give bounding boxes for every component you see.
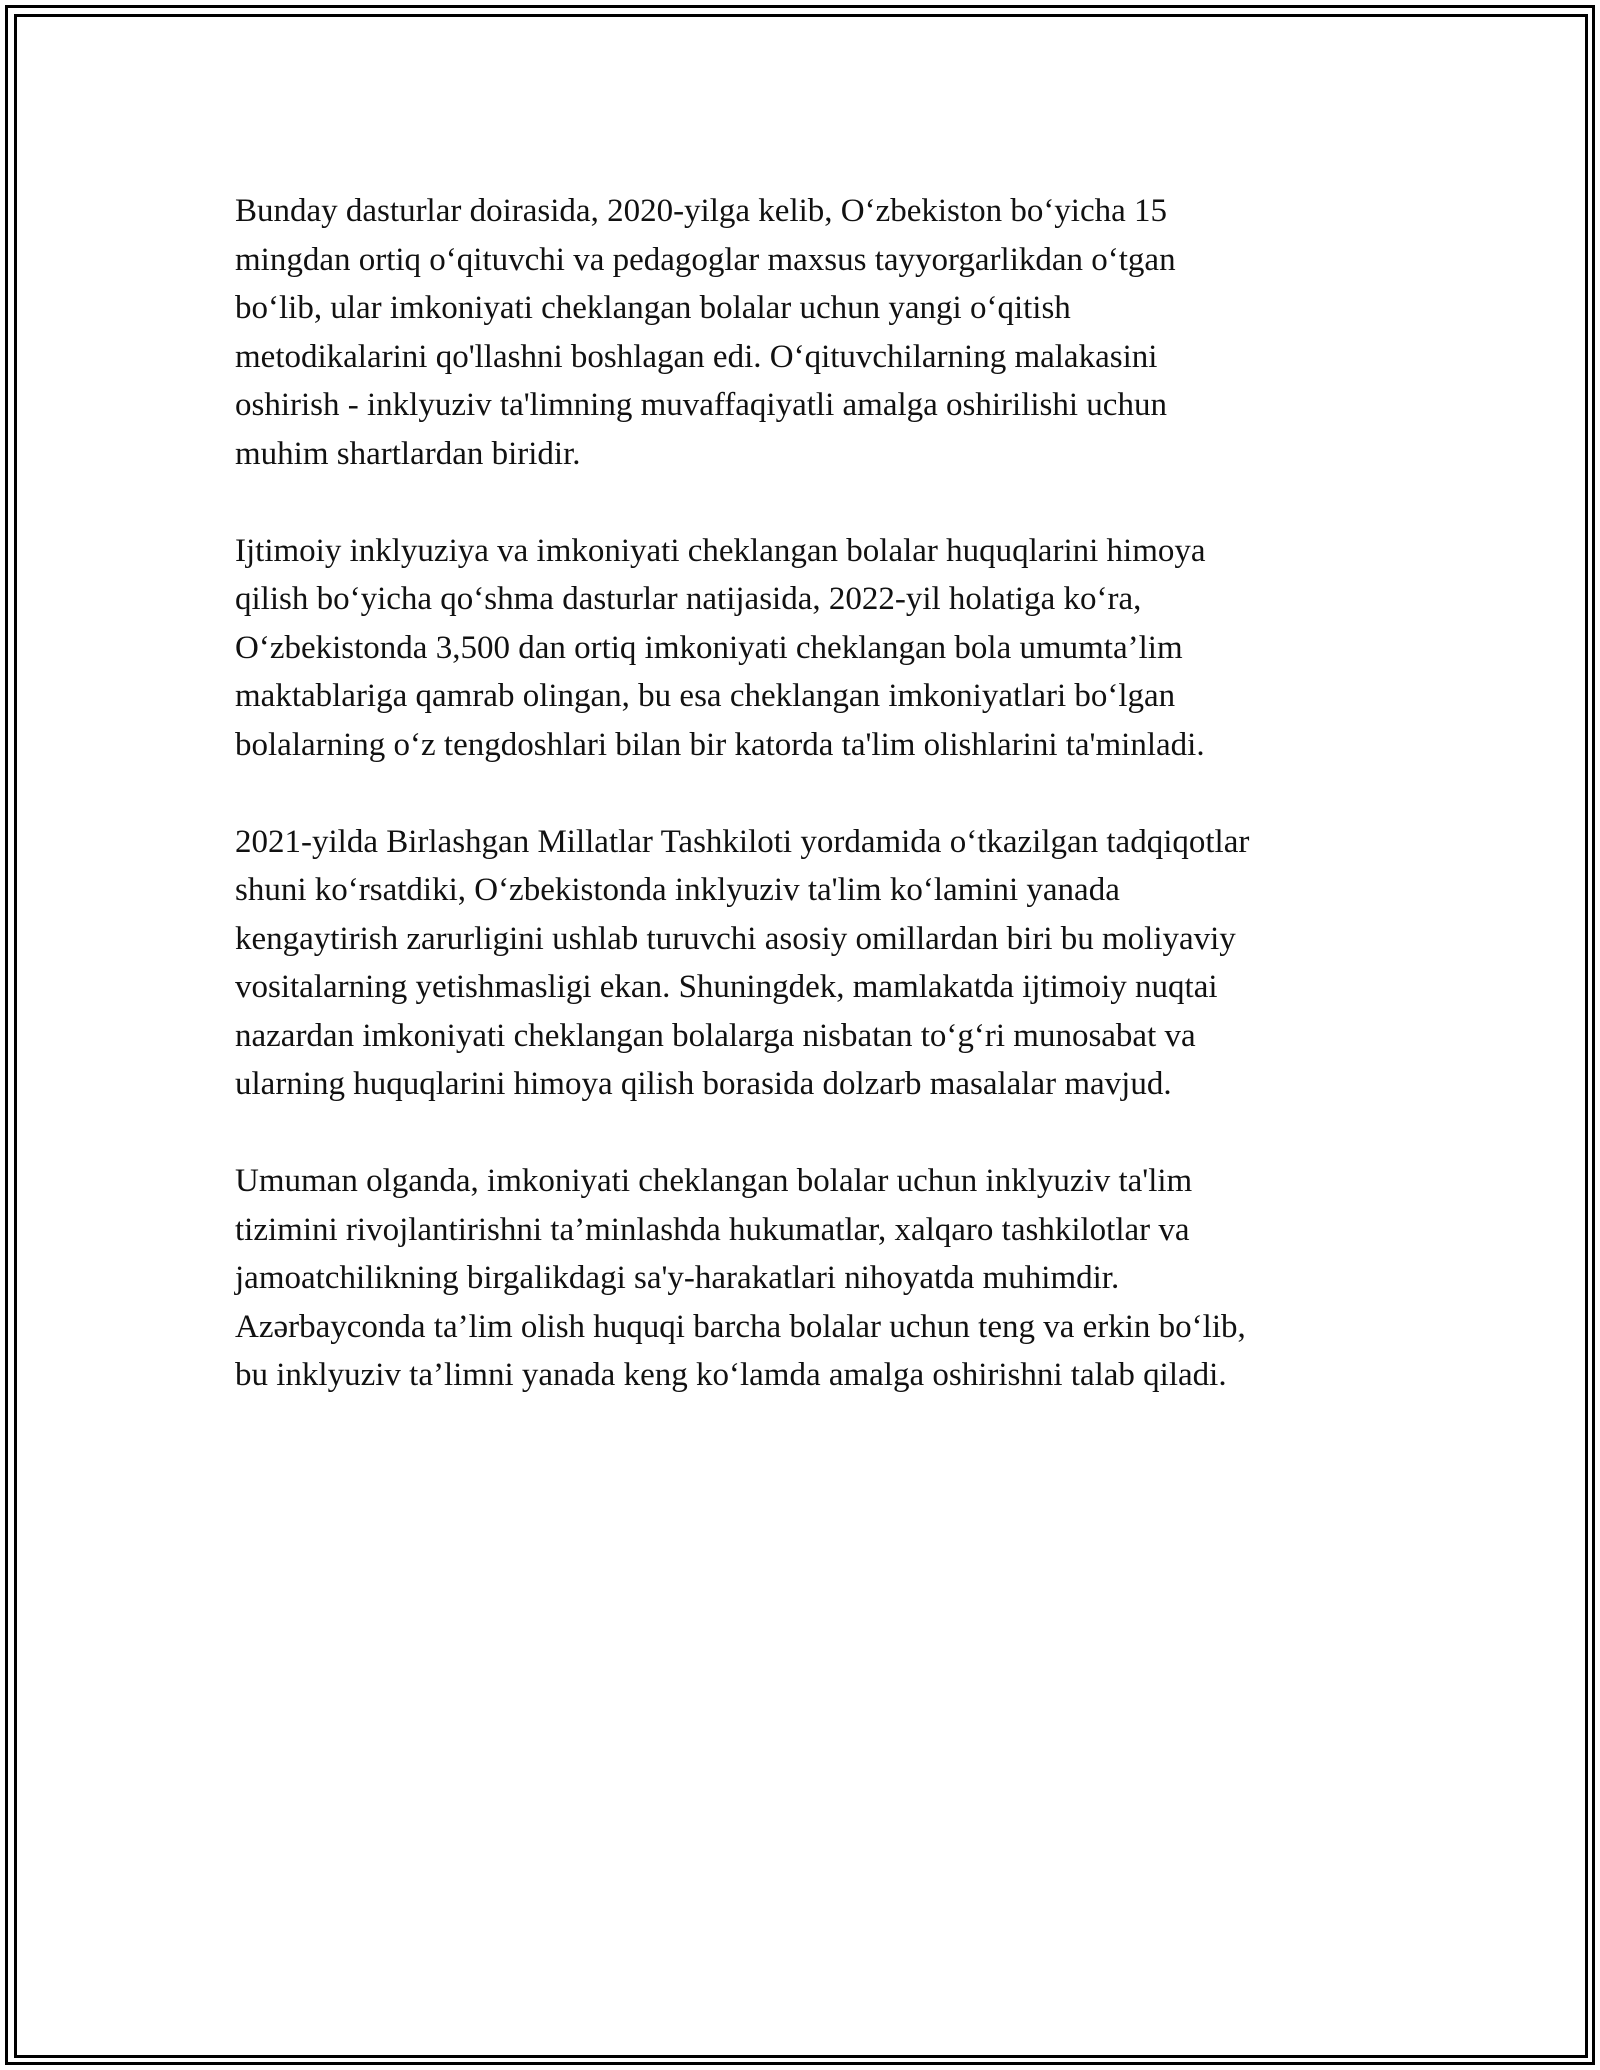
text-line: metodikalarini qo'llashni boshlagan edi. O‘qituvchilarning malakasini (235, 338, 1158, 375)
text-line: jamoatchilikning birgalikdagi sa'y-harakatlari nihoyatda muhimdir. (235, 1260, 1120, 1296)
text-line: mingdan ortiq o‘qituvchi va pedagoglar maxsus tayyorgarlikdan o‘tgan (235, 241, 1176, 278)
text-line: Bunday dasturlar doirasida, 2020-yilga kelib, O‘zbekiston bo‘yicha 15 (235, 193, 1168, 229)
text-line: muhim shartlardan biridir. (235, 435, 581, 472)
text-line: kengaytirish zarurligini ushlab turuvchi asosiy omillardan biri bu moliyaviy (235, 920, 1236, 957)
text-line: bo‘lib, ular imkoniyati cheklangan bolalar uchun yangi o‘qitish (235, 290, 1071, 326)
text-line: vositalarning yetishmasligi ekan. Shuningdek, mamlakatda ijtimoiy nuqtai (235, 969, 1218, 1005)
paragraph-1 (235, 187, 1385, 478)
text-line: tizimini rivojlantirishni ta’minlashda hukumatlar, xalqaro tashkilotlar va (235, 1211, 1190, 1248)
text-line: nazardan imkoniyati cheklangan bolalarga nisbatan to‘g‘ri munosabat va (235, 1017, 1196, 1054)
text-line: Azərbayconda ta’lim olish huquqi barcha bolalar uchun teng va erkin bo‘lib, (235, 1308, 1246, 1345)
text-line: maktablariga qamrab olingan, bu esa cheklangan imkoniyatlari bo‘lgan (235, 678, 1176, 714)
text-line: ularning huquqlarini himoya qilish borasida dolzarb masalalar mavjud. (235, 1066, 1172, 1102)
text-line: shuni ko‘rsatdiki, O‘zbekistonda inklyuziv ta'lim ko‘lamini yanada (235, 872, 1120, 908)
paragraph-3 (235, 818, 1385, 1109)
paragraph-4 (235, 1157, 1385, 1400)
text-line: bu inklyuziv ta’limni yanada keng ko‘lamda amalga oshirishni talab qiladi. (235, 1357, 1227, 1393)
text-line: oshirish - inklyuziv ta'limning muvaffaqiyatli amalga oshirilishi uchun (235, 387, 1167, 423)
text-line: bolalarning o‘z tengdoshlari bilan bir katorda ta'lim olishlarini ta'minladi. (235, 726, 1205, 763)
text-line: qilish bo‘yicha qo‘shma dasturlar natijasida, 2022-yil holatiga ko‘ra, (235, 581, 1142, 617)
text-line: Ijtimoiy inklyuziya va imkoniyati cheklangan bolalar huquqlarini himoya (235, 532, 1206, 569)
text-line: O‘zbekistonda 3,500 dan ortiq imkoniyati cheklangan bola umumta’lim (235, 629, 1183, 666)
document-body (235, 187, 1385, 1448)
paragraph-2 (235, 527, 1385, 770)
text-line: Umuman olganda, imkoniyati cheklangan bolalar uchun inklyuziv ta'lim (235, 1163, 1193, 1199)
text-line: 2021-yilda Birlashgan Millatlar Tashkiloti yordamida o‘tkazilgan tadqiqotlar (235, 823, 1250, 860)
